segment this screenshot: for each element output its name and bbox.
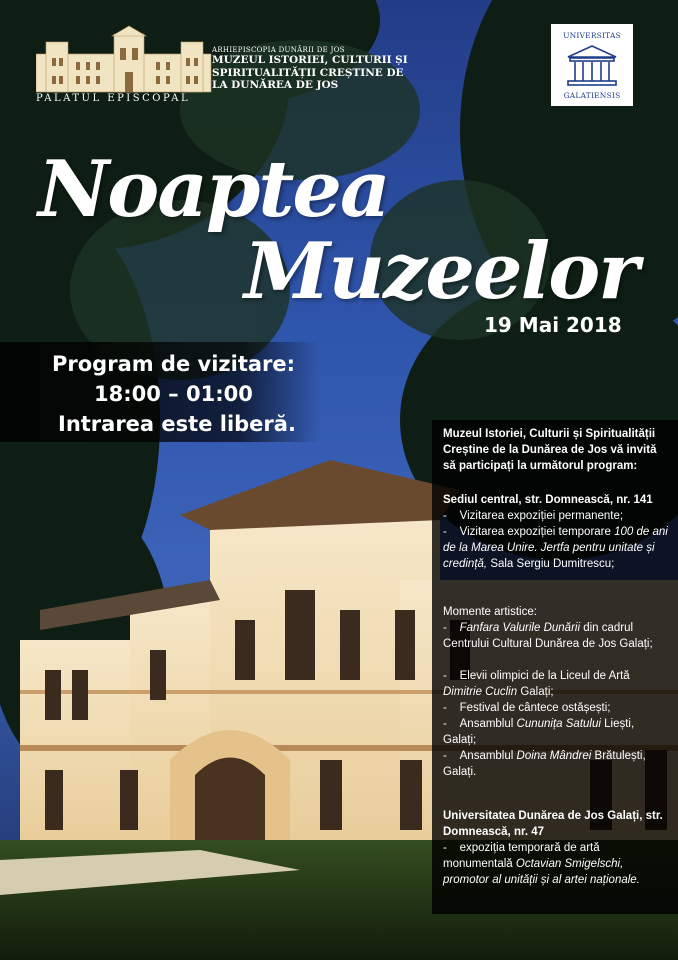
museum-name: MUZEUL ISTORIEI, CULTURII ȘI SPIRITUALITĂȚII CREȘTINE DE LA DUNĂREA DE JOS	[212, 54, 408, 91]
university-bottom-text: GALATIENSIS	[563, 91, 621, 100]
section-sediul-central: Sediul central, str. Domnească, nr. 141	[443, 494, 653, 506]
list-item: - expoziția temporară de artă monumentală Octavian Smigelschi, promotor al unității și al artei naționale.	[443, 842, 640, 886]
archdiocese-label: ARHIEPISCOPIA DUNĂRII DE JOS	[212, 46, 345, 54]
program-box	[0, 342, 320, 442]
program-heading: Program de vizitare:	[52, 352, 296, 376]
event-date: 19 Mai 2018	[484, 313, 622, 337]
university-top-text: UNIVERSITAS	[563, 31, 621, 40]
list-item: - Festival de cântece ostășești;	[443, 702, 611, 714]
list-item: - Fanfara Valurile Dunării din cadrul Centrului Cultural Dunărea de Jos Galați;	[443, 622, 653, 650]
intro-text: Muzeul Istoriei, Culturii și Spiritualității Creștine de la Dunărea de Jos vă invită să participați la următorul program:	[443, 428, 657, 472]
list-item: - Ansamblul Doina Mândrei Brătulești, Galați.	[443, 750, 646, 778]
palatul-episcopal-label: PALATUL EPISCOPAL	[36, 93, 191, 104]
free-entry-text: Intrarea este liberă.	[58, 412, 296, 436]
list-item: - Vizitarea expoziției temporare 100 de ani de la Marea Unire. Jertfa pentru unitate și credință, Sala Sergiu Dumitrescu;	[443, 526, 668, 570]
section-universitatea: Universitatea Dunărea de Jos Galați, str. Domnească, nr. 47	[443, 810, 663, 838]
universitas-galatiensis-logo	[551, 24, 633, 106]
list-item: - Vizitarea expoziției permanente;	[443, 510, 624, 522]
university-building-icon	[566, 43, 618, 89]
section-momente-artistice: Momente artistice:	[443, 606, 537, 618]
title-muzeelor: Muzeelor	[244, 226, 638, 317]
program-hours: 18:00 – 01:00	[94, 382, 253, 406]
title-noaptea: Noaptea	[38, 144, 389, 235]
list-item: - Ansamblul Cununița Satului Liești, Galați;	[443, 718, 635, 746]
list-item: - Elevii olimpici de la Liceul de Artă Dimitrie Cuclin Galați;	[443, 670, 630, 698]
